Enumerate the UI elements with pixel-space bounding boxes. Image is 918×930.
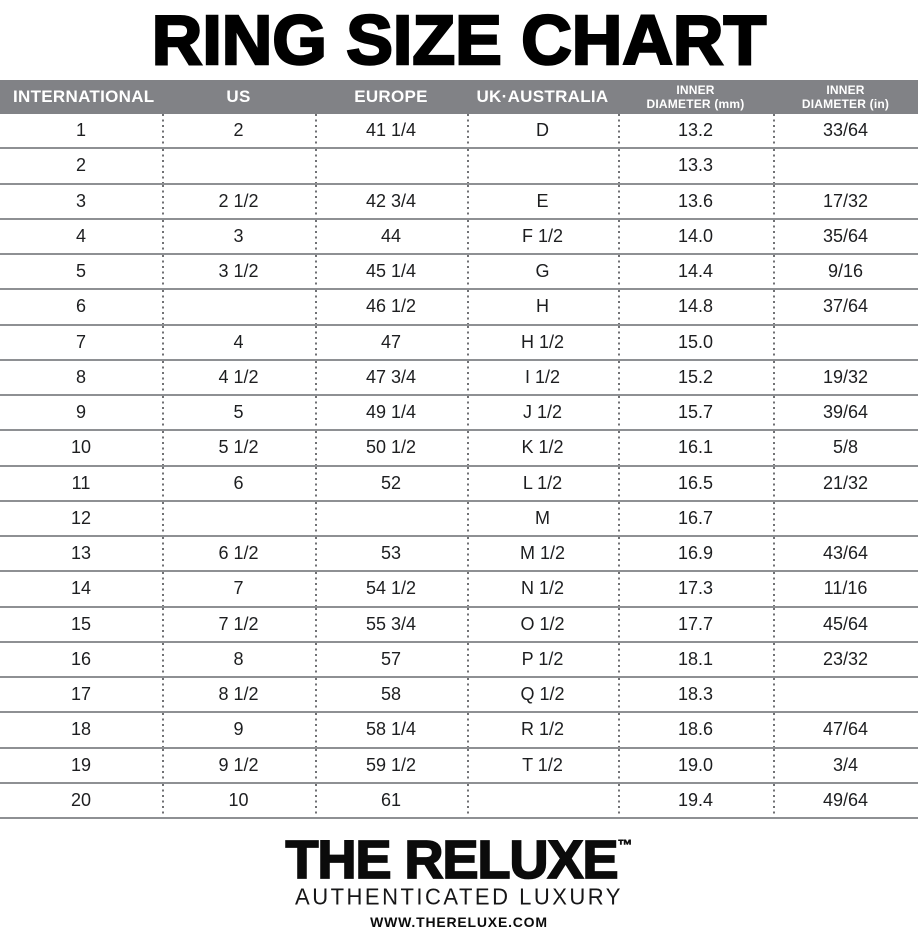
cell-inner-diameter-in: [773, 678, 918, 711]
cell-inner-diameter-in: 23/32: [773, 643, 918, 676]
cell-international: 16: [70, 648, 92, 669]
cell-inner-diameter-in: 47/64: [773, 713, 918, 746]
cell-inner-diameter-mm: 13.2: [618, 114, 773, 147]
cell-uk-australia: M: [467, 502, 618, 535]
cell-international: 13: [70, 543, 92, 564]
cell-us: 10: [162, 784, 315, 817]
cell-europe: 50 1/2: [315, 431, 467, 464]
cell-us: 3 1/2: [162, 255, 315, 288]
cell-inner-diameter-in: 43/64: [773, 537, 918, 570]
cell-inner-diameter-mm: 15.2: [618, 361, 773, 394]
table-header-row: [0, 80, 918, 114]
cell-international: 1: [75, 120, 86, 141]
cell-uk-australia: E: [467, 185, 618, 218]
cell-inner-diameter-mm: 18.3: [618, 678, 773, 711]
table-row: [0, 396, 918, 431]
cell-us: 5: [162, 396, 315, 429]
cell-inner-diameter-mm: 15.7: [618, 396, 773, 429]
cell-inner-diameter-in: 17/32: [773, 185, 918, 218]
cell-inner-diameter-in: [773, 502, 918, 535]
cell-inner-diameter-mm: 19.4: [618, 784, 773, 817]
brand-tagline: AUTHENTICATED LUXURY: [295, 883, 623, 910]
table-row: [0, 431, 918, 466]
table-row: [0, 467, 918, 502]
cell-inner-diameter-in: 49/64: [773, 784, 918, 817]
column-header-europe: EUROPE: [354, 87, 428, 107]
cell-international: 20: [70, 789, 92, 810]
column-header-us: US: [226, 87, 251, 107]
cell-international: 4: [75, 225, 86, 246]
trademark-symbol: ™: [617, 837, 633, 854]
cell-inner-diameter-in: [773, 326, 918, 359]
brand-logo: [0, 821, 918, 890]
cell-international: 18: [70, 719, 92, 740]
cell-us: 8 1/2: [162, 678, 315, 711]
brand-name: THE RELUXE: [285, 830, 618, 890]
table-row: [0, 749, 918, 784]
column-header-uk-australia: UK·AUSTRALIA: [476, 87, 609, 107]
cell-inner-diameter-in: 11/16: [773, 572, 918, 605]
cell-us: 5 1/2: [162, 431, 315, 464]
cell-inner-diameter-mm: 16.1: [618, 431, 773, 464]
table-row: [0, 608, 918, 643]
table-row: [0, 326, 918, 361]
cell-international: 17: [70, 684, 92, 705]
cell-us: 6: [162, 467, 315, 500]
table-row: [0, 255, 918, 290]
cell-us: 4 1/2: [162, 361, 315, 394]
cell-international: 2: [75, 155, 86, 176]
cell-international: 8: [75, 366, 86, 387]
cell-us: 2 1/2: [162, 185, 315, 218]
cell-uk-australia: J 1/2: [467, 396, 618, 429]
cell-international: 14: [70, 578, 92, 599]
cell-inner-diameter-mm: 16.7: [618, 502, 773, 535]
cell-europe: [315, 502, 467, 535]
cell-europe: 41 1/4: [315, 114, 467, 147]
cell-inner-diameter-in: 21/32: [773, 467, 918, 500]
cell-uk-australia: L 1/2: [467, 467, 618, 500]
cell-europe: 47: [315, 326, 467, 359]
cell-us: [162, 290, 315, 323]
cell-inner-diameter-mm: 16.5: [618, 467, 773, 500]
cell-europe: 52: [315, 467, 467, 500]
cell-europe: 46 1/2: [315, 290, 467, 323]
cell-us: 2: [162, 114, 315, 147]
column-header-inner-diameter-mm: INNER DIAMETER (mm): [646, 82, 745, 111]
cell-international: 19: [70, 754, 92, 775]
footer: [0, 821, 918, 930]
cell-uk-australia: N 1/2: [467, 572, 618, 605]
website-url: WWW.THERELUXE.COM: [370, 914, 548, 930]
cell-uk-australia: R 1/2: [467, 713, 618, 746]
cell-inner-diameter-in: [773, 149, 918, 182]
cell-uk-australia: P 1/2: [467, 643, 618, 676]
table-row: [0, 713, 918, 748]
cell-europe: 54 1/2: [315, 572, 467, 605]
cell-us: 3: [162, 220, 315, 253]
cell-uk-australia: T 1/2: [467, 749, 618, 782]
cell-international: 9: [75, 402, 86, 423]
cell-inner-diameter-mm: 17.7: [618, 608, 773, 641]
cell-inner-diameter-mm: 14.4: [618, 255, 773, 288]
cell-europe: 49 1/4: [315, 396, 467, 429]
page-title: RING SIZE CHART: [151, 1, 767, 79]
ring-size-table: [0, 80, 918, 819]
cell-europe: 57: [315, 643, 467, 676]
cell-international: 15: [70, 613, 92, 634]
cell-uk-australia: M 1/2: [467, 537, 618, 570]
cell-uk-australia: O 1/2: [467, 608, 618, 641]
cell-us: 7 1/2: [162, 608, 315, 641]
cell-us: 6 1/2: [162, 537, 315, 570]
table-row: [0, 643, 918, 678]
table-row: [0, 114, 918, 149]
cell-uk-australia: [467, 149, 618, 182]
cell-international: 3: [75, 190, 86, 211]
cell-inner-diameter-mm: 14.8: [618, 290, 773, 323]
cell-uk-australia: H 1/2: [467, 326, 618, 359]
table-row: [0, 220, 918, 255]
cell-inner-diameter-in: 39/64: [773, 396, 918, 429]
cell-us: [162, 149, 315, 182]
table-row: [0, 572, 918, 607]
cell-europe: [315, 149, 467, 182]
cell-uk-australia: D: [467, 114, 618, 147]
cell-uk-australia: G: [467, 255, 618, 288]
cell-inner-diameter-in: 33/64: [773, 114, 918, 147]
cell-inner-diameter-in: 45/64: [773, 608, 918, 641]
cell-europe: 45 1/4: [315, 255, 467, 288]
table-row: [0, 361, 918, 396]
cell-us: 7: [162, 572, 315, 605]
cell-europe: 61: [315, 784, 467, 817]
cell-international: 6: [75, 296, 86, 317]
cell-europe: 58: [315, 678, 467, 711]
cell-uk-australia: F 1/2: [467, 220, 618, 253]
table-row: [0, 290, 918, 325]
cell-international: 11: [71, 472, 91, 493]
cell-inner-diameter-in: 37/64: [773, 290, 918, 323]
cell-inner-diameter-mm: 18.6: [618, 713, 773, 746]
cell-europe: 53: [315, 537, 467, 570]
table-row: [0, 678, 918, 713]
cell-europe: 47 3/4: [315, 361, 467, 394]
cell-europe: 59 1/2: [315, 749, 467, 782]
cell-us: [162, 502, 315, 535]
cell-inner-diameter-mm: 17.3: [618, 572, 773, 605]
column-header-inner-diameter-in: INNER DIAMETER (in): [801, 82, 890, 111]
cell-inner-diameter-mm: 15.0: [618, 326, 773, 359]
cell-inner-diameter-in: 35/64: [773, 220, 918, 253]
cell-europe: 44: [315, 220, 467, 253]
cell-inner-diameter-mm: 13.6: [618, 185, 773, 218]
cell-inner-diameter-mm: 14.0: [618, 220, 773, 253]
cell-us: 8: [162, 643, 315, 676]
cell-uk-australia: I 1/2: [467, 361, 618, 394]
column-header-international: INTERNATIONAL: [13, 87, 155, 107]
table-row: [0, 502, 918, 537]
cell-inner-diameter-mm: 18.1: [618, 643, 773, 676]
cell-europe: 55 3/4: [315, 608, 467, 641]
cell-international: 5: [75, 261, 86, 282]
cell-inner-diameter-mm: 19.0: [618, 749, 773, 782]
cell-inner-diameter-mm: 16.9: [618, 537, 773, 570]
cell-uk-australia: K 1/2: [467, 431, 618, 464]
table-row: [0, 185, 918, 220]
cell-us: 4: [162, 326, 315, 359]
cell-inner-diameter-in: 19/32: [773, 361, 918, 394]
cell-us: 9 1/2: [162, 749, 315, 782]
cell-europe: 42 3/4: [315, 185, 467, 218]
cell-inner-diameter-in: 3/4: [773, 749, 918, 782]
cell-uk-australia: Q 1/2: [467, 678, 618, 711]
cell-inner-diameter-in: 5/8: [773, 431, 918, 464]
table-body: [0, 114, 918, 819]
cell-international: 12: [70, 507, 92, 528]
cell-uk-australia: H: [467, 290, 618, 323]
cell-inner-diameter-in: 9/16: [773, 255, 918, 288]
table-row: [0, 784, 918, 819]
cell-us: 9: [162, 713, 315, 746]
cell-uk-australia: [467, 784, 618, 817]
cell-inner-diameter-mm: 13.3: [618, 149, 773, 182]
table-row: [0, 537, 918, 572]
cell-international: 10: [70, 437, 92, 458]
table-row: [0, 149, 918, 184]
cell-international: 7: [75, 331, 86, 352]
cell-europe: 58 1/4: [315, 713, 467, 746]
